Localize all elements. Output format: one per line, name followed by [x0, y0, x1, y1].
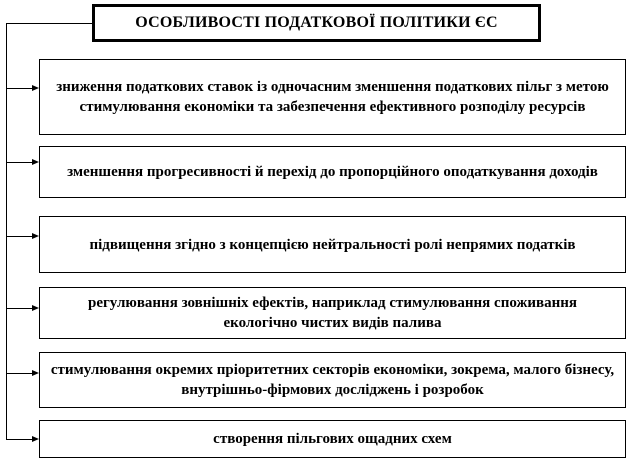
arrow-line-6	[6, 439, 33, 440]
arrow-line-2	[6, 162, 33, 163]
arrow-line-5	[6, 373, 33, 374]
feature-box-1	[39, 59, 626, 135]
arrow-head-4	[32, 305, 39, 311]
feature-text-4: регулювання зовнішніх ефектів, наприклад стимулювання споживання екологічно чистих видів палива	[88, 295, 577, 331]
feature-text-3: підвищення згідно з концепцією нейтральності ролі непрямих податків	[89, 236, 576, 253]
feature-text-5: стимулювання окремих пріоритетних секторів економіки, зокрема, малого бізнесу, внутрішньо-фірмових досліджень і розробок	[50, 362, 615, 398]
feature-text-1: зниження податкових ставок із одночасним зменшення податкових пільг з метою стимулювання економіки та забезпечення ефективного розподілу ресурсів	[56, 79, 609, 115]
arrow-head-3	[32, 233, 39, 239]
feature-box-2	[39, 146, 626, 198]
feature-box-6	[39, 420, 626, 458]
diagram-title-box	[92, 4, 541, 42]
arrow-head-6	[32, 436, 39, 442]
feature-text-6: створення пільгових ощадних схем	[213, 431, 452, 447]
arrow-line-3	[6, 236, 33, 237]
vertical-spine	[6, 23, 7, 439]
feature-box-5	[39, 352, 626, 408]
arrow-line-1	[6, 88, 33, 89]
arrow-head-1	[32, 85, 39, 91]
diagram-title: ОСОБЛИВОСТІ ПОДАТКОВОЇ ПОЛІТИКИ ЄС	[135, 14, 498, 31]
arrow-head-2	[32, 159, 39, 165]
feature-box-4	[39, 287, 626, 339]
title-connector-horizontal	[6, 23, 92, 24]
feature-box-3	[39, 216, 626, 273]
arrow-line-4	[6, 308, 33, 309]
feature-text-2: зменшення прогресивності й перехід до пропорційного оподаткування доходів	[67, 164, 598, 180]
arrow-head-5	[32, 370, 39, 376]
